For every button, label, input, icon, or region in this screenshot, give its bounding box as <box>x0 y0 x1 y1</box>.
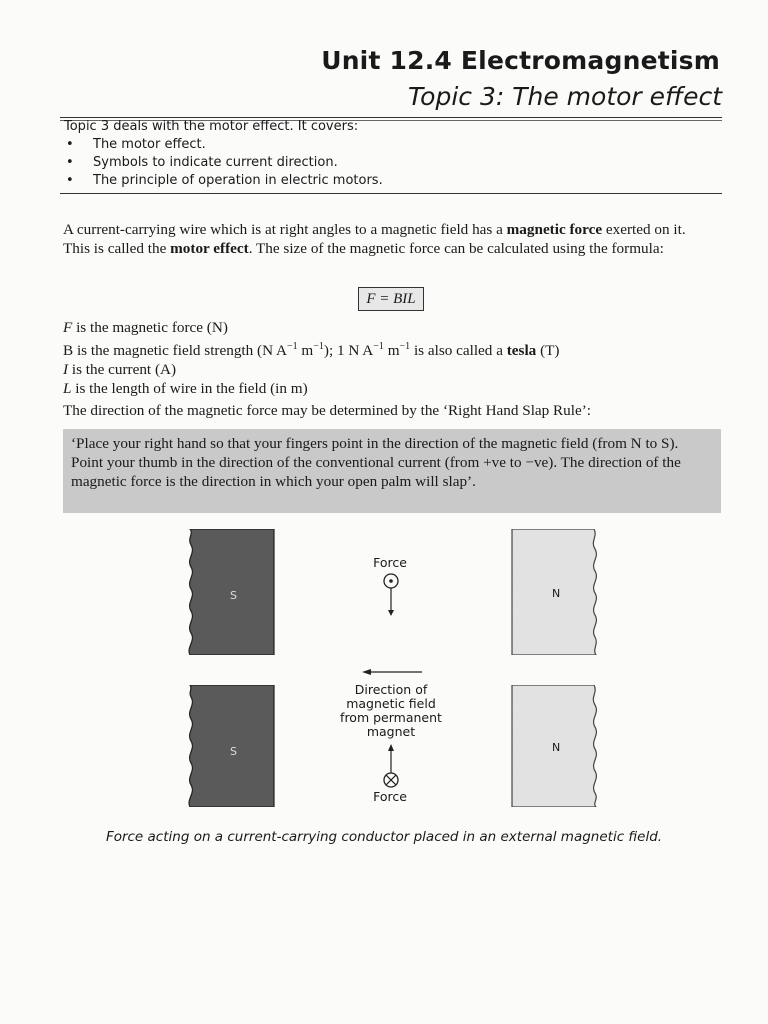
field-direction-arrow-icon <box>362 667 424 677</box>
south-pole-magnet-bottom <box>184 685 276 807</box>
south-pole-magnet-top <box>184 529 276 655</box>
pole-label-n: N <box>552 741 561 754</box>
current-out-of-page-icon <box>380 572 402 618</box>
bullet-icon: • <box>66 137 74 152</box>
pole-label-s: S <box>230 589 237 602</box>
direction-paragraph: The direction of the magnetic force may be determined by the ‘Right Hand Slap Rule’: <box>63 402 592 419</box>
bullet-icon: • <box>66 155 74 170</box>
term-motor-effect: motor effect <box>170 240 249 257</box>
current-into-page-icon <box>380 743 402 789</box>
field-direction-label: Direction of magnetic field from permanent magnet <box>340 682 442 739</box>
topic-overview <box>64 118 383 190</box>
unit-title: Unit 12.4 Electromagnetism <box>321 46 720 75</box>
variable-definitions <box>63 318 559 398</box>
pole-label-s: S <box>230 745 237 758</box>
overview-rule <box>60 193 722 194</box>
force-label-top: Force <box>373 555 407 570</box>
figure-caption: Force acting on a current-carrying conductor placed in an external magnetic field. <box>105 829 663 845</box>
overview-list <box>64 136 383 190</box>
list-item: • The principle of operation in electric motors. <box>66 173 383 188</box>
definition-i: I is the current (A) <box>63 361 177 379</box>
north-pole-magnet-top <box>510 529 602 655</box>
bullet-icon: • <box>66 173 74 188</box>
definition-f: F is the magnetic force (N) <box>63 319 228 336</box>
list-item: • The motor effect. <box>66 137 206 152</box>
pole-label-n: N <box>552 587 561 600</box>
definition-b: B is the magnetic field strength (N $A^{-1}$ $m^{-1}$); 1 N $A^{-1}$ $m^{-1}$ is also called a tesla (T) <box>63 341 560 360</box>
definition-l: L is the length of wire in the field (in m) <box>63 380 308 398</box>
list-item: • Symbols to indicate current direction. <box>66 155 338 170</box>
term-tesla: tesla <box>506 342 537 360</box>
overview-lead: Topic 3 deals with the motor effect. It covers: <box>64 119 359 134</box>
formula-box: F = BIL <box>358 287 424 311</box>
topic-title: Topic 3: The motor effect <box>407 82 722 111</box>
term-magnetic-force: magnetic force <box>506 221 603 238</box>
north-pole-magnet-bottom <box>510 685 602 807</box>
force-label-bottom: Force <box>373 789 407 804</box>
right-hand-slap-rule-box: ‘Place your right hand so that your fingers point in the direction of the magnetic field (from N to S). Point your thumb in the direction of the conventional current (from +ve to −ve). The direction of the magnetic force is the direction in which your open palm will slap’. <box>63 429 721 513</box>
motor-effect-paragraph: A current-carrying wire which is at right angles to a magnetic field has a magnetic force exerted on it. This is called the motor effect. The size of the magnetic force can be calculated using the formula: <box>63 221 686 257</box>
